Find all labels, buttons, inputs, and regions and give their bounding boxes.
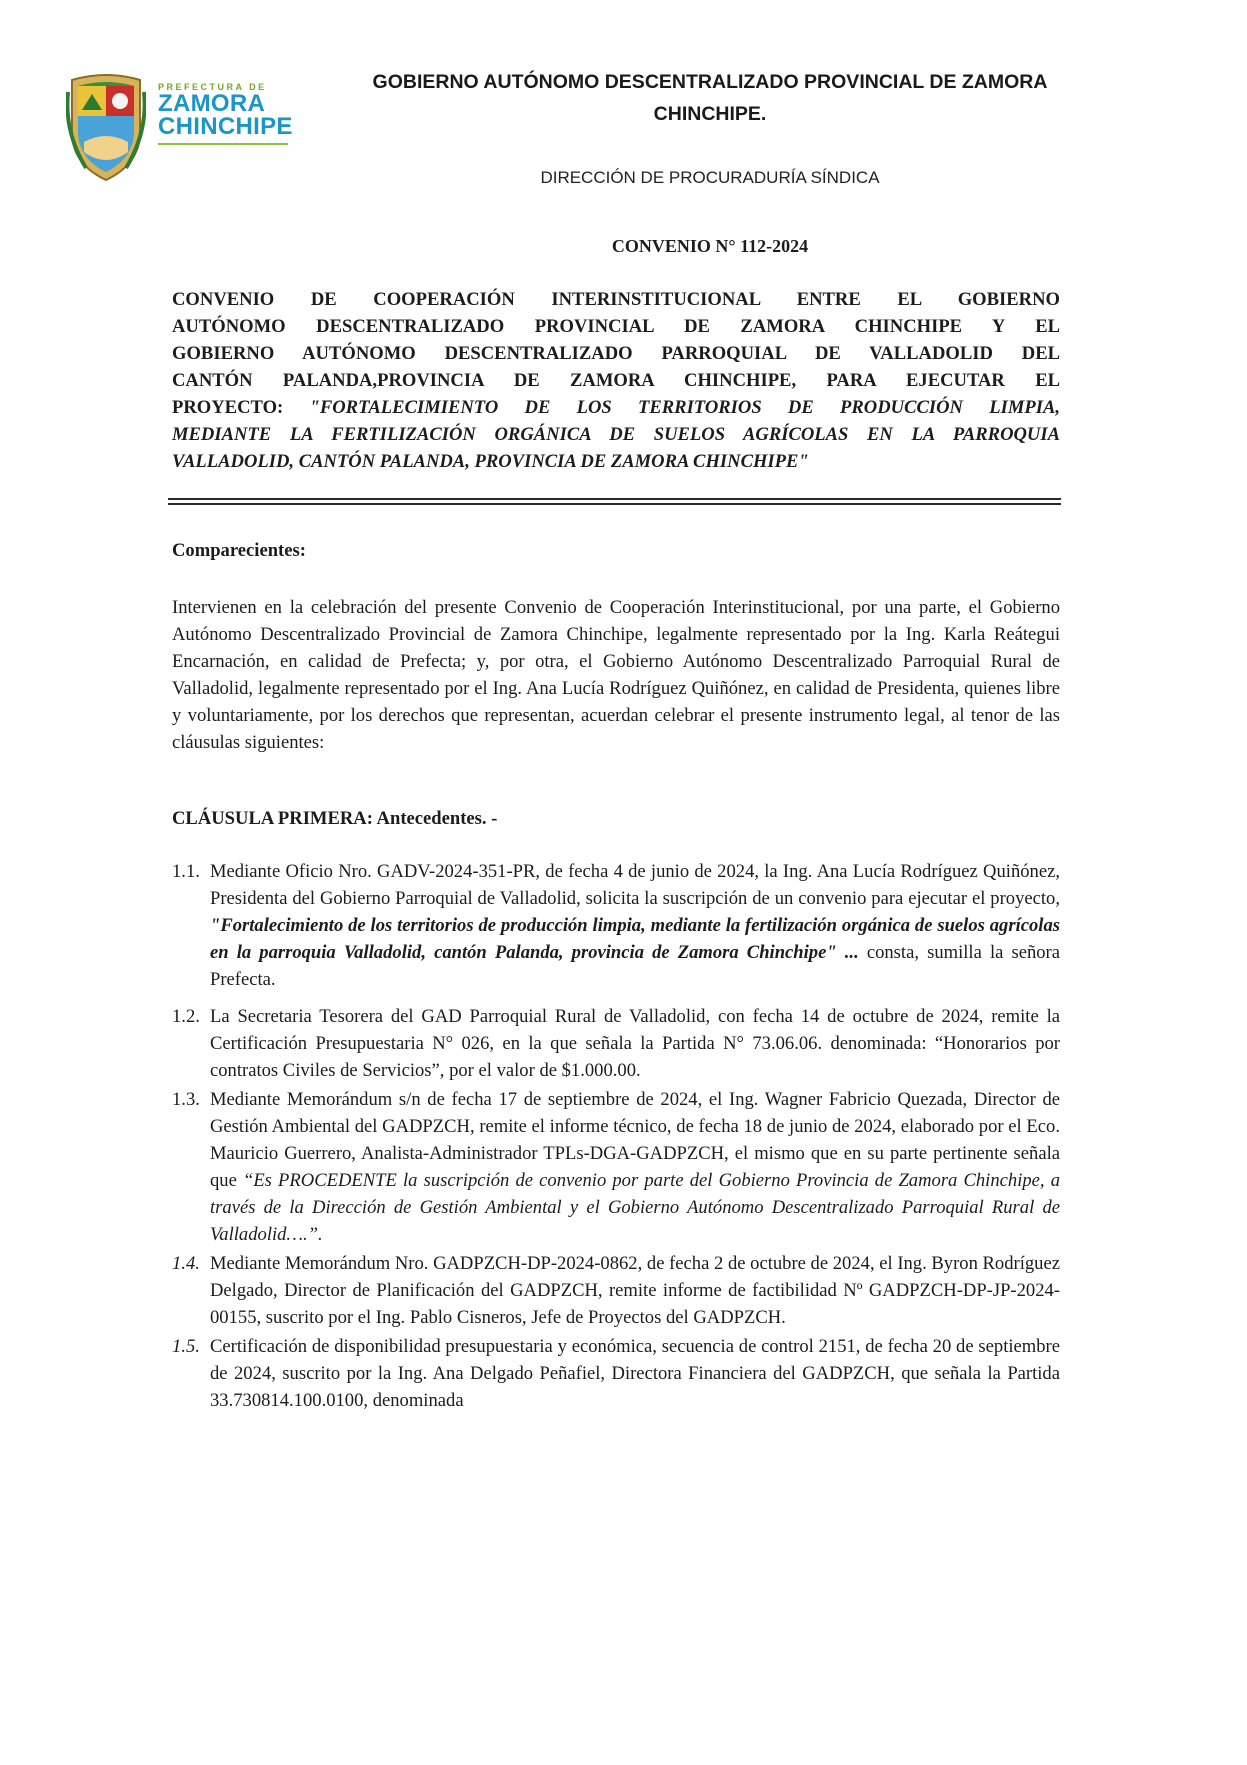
organization-title-line2: CHINCHIPE.	[653, 103, 767, 125]
item-text-end: consta, sumilla la señora Prefecta.	[210, 942, 1060, 990]
project-name: "FORTALECIMIENTO DE LOS TERRITORIOS DE PRODUCCIÓN LIMPIA,	[309, 397, 1061, 418]
agreement-title-line: GOBIERNO AUTÓNOMO DESCENTRALIZADO PARROQUIAL DE VALLADOLID DEL	[172, 343, 1060, 364]
list-item	[172, 1333, 1060, 1414]
list-item	[172, 858, 1060, 993]
project-lead: PROYECTO:	[172, 397, 284, 418]
item-text: Mediante Memorándum s/n de fecha 17 de septiembre de 2024, el Ing. Wagner Fabricio Quezada, Director de Gestión Ambiental del GADPZCH, remite el informe técnico, de fecha 18 de junio de 2024, elaborado por el Eco. Mauricio Guerrero, Analista-Administrador TPLs-DGA-GADPZCH, el mismo que en su parte pertinente señala que	[210, 1089, 1060, 1191]
convenio-number: CONVENIO N° 112-2024	[611, 236, 809, 256]
item-number: 1.5.	[172, 1336, 200, 1357]
department-name: DIRECCIÓN DE PROCURADURÍA SÍNDICA	[540, 168, 880, 187]
item-text: Certificación de disponibilidad presupuestaria y económica, secuencia de control 2151, de fecha 20 de septiembre de 2024, suscrito por la Ing. Ana Delgado Peñafiel, Directora Financiera del GADPZCH, que señala la Partida 33.730814.100.0100, denominada	[210, 1336, 1060, 1411]
item-project-name: "Fortalecimiento de los territorios de producción limpia, mediante la fertilización orgánica de suelos agrícolas en la parroquia Valladolid, cantón Palanda, provincia de Zamora Chinchipe" ...	[210, 915, 1060, 963]
organization-title	[320, 66, 1100, 130]
item-number: 1.4.	[172, 1253, 200, 1274]
item-text: La Secretaria Tesorera del GAD Parroquial Rural de Valladolid, con fecha 14 de octubre de 2024, remite la Certificación Presupuestaria N° 026, en la que señala la Partida N° 73.06.06. denominada: “Honorarios por contratos Civiles de Servicios”, por el valor de $1.000.00.	[210, 1006, 1060, 1081]
prefectura-logo	[66, 72, 311, 184]
list-item	[172, 1250, 1060, 1331]
divider-top	[168, 498, 1061, 500]
brand-text	[158, 82, 293, 145]
agreement-title	[172, 286, 1060, 475]
item-text: Mediante Memorándum Nro. GADPZCH-DP-2024-0862, de fecha 2 de octubre de 2024, el Ing. Byron Rodríguez Delgado, Director de Planificación del GADPZCH, remite informe de factibilidad Nº GADPZCH-DP-JP-2024-00155, suscrito por el Ing. Pablo Cisneros, Jefe de Proyectos del GADPZCH.	[210, 1253, 1060, 1328]
list-item	[172, 1086, 1060, 1248]
item-text: Mediante Oficio Nro. GADV-2024-351-PR, de fecha 4 de junio de 2024, la Ing. Ana Lucía Rodríguez Quiñónez, Presidenta del Gobierno Parroquial de Valladolid, solicita la suscripción de un convenio para ejecutar el proyecto,	[210, 861, 1060, 909]
organization-title-line1: GOBIERNO AUTÓNOMO DESCENTRALIZADO PROVINCIAL DE ZAMORA	[372, 71, 1048, 93]
item-number: 1.1.	[172, 861, 200, 882]
brand-underline	[158, 143, 288, 145]
brand-name-line2: CHINCHIPE	[158, 113, 293, 140]
brand-prefix: PREFECTURA DE	[158, 82, 267, 92]
item-number: 1.3.	[172, 1089, 200, 1110]
item-number: 1.2.	[172, 1006, 200, 1027]
item-quote: “Es PROCEDENTE la suscripción de convenio por parte del Gobierno Provincia de Zamora Chinchipe, a través de la Dirección de Gestión Ambiental y el Gobierno Autónomo Descentralizado Parroquial Rural de Valladolid….”.	[210, 1170, 1060, 1245]
clausula-primera-heading: CLÁUSULA PRIMERA: Antecedentes. -	[172, 808, 498, 829]
divider-bottom	[168, 503, 1061, 505]
comparecientes-paragraph: Intervienen en la celebración del presente Convenio de Cooperación Interinstitucional, por una parte, el Gobierno Autónomo Descentralizado Provincial de Zamora Chinchipe, legalmente representado por la Ing. Karla Reátegui Encarnación, en calidad de Prefecta; y, por otra, el Gobierno Autónomo Descentralizado Parroquial Rural de Valladolid, legalmente representado por el Ing. Ana Lucía Rodríguez Quiñónez, en calidad de Presidenta, quienes libre y voluntariamente, por los derechos que representan, acuerdan celebrar el presente instrumento legal, al tenor de las cláusulas siguientes:	[172, 597, 1060, 753]
antecedentes-list	[172, 858, 1060, 1416]
brand-name-line1: ZAMORA	[158, 90, 266, 117]
list-item	[172, 1003, 1060, 1084]
agreement-title-line: MEDIANTE LA FERTILIZACIÓN ORGÁNICA DE SUELOS AGRÍCOLAS EN LA PARROQUIA	[172, 424, 1060, 445]
agreement-title-line: CANTÓN PALANDA,PROVINCIA DE ZAMORA CHINCHIPE, PARA EJECUTAR EL	[172, 370, 1060, 391]
comparecientes-heading: Comparecientes:	[172, 540, 306, 561]
coat-of-arms-icon	[66, 72, 146, 184]
agreement-title-line: CONVENIO DE COOPERACIÓN INTERINSTITUCIONAL ENTRE EL GOBIERNO	[172, 289, 1060, 310]
agreement-title-line: VALLADOLID, CANTÓN PALANDA, PROVINCIA DE ZAMORA CHINCHIPE"	[172, 451, 809, 472]
agreement-title-line	[172, 394, 1060, 421]
agreement-title-line: AUTÓNOMO DESCENTRALIZADO PROVINCIAL DE ZAMORA CHINCHIPE Y EL	[172, 316, 1060, 337]
